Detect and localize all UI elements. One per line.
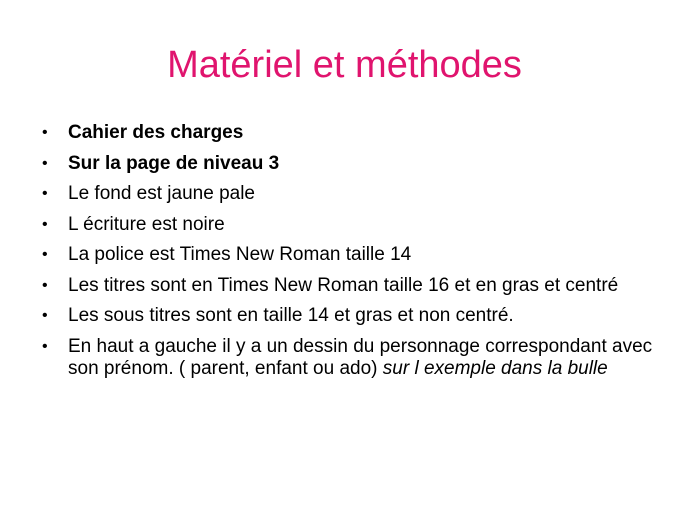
bullet-item-police [38,244,658,266]
bullet-text: Cahier des charges [68,122,244,143]
bullet-italic-note: sur l exemple dans la bulle [382,357,608,379]
bullet-dot-icon: • [42,154,48,172]
bullet-text: Les sous titres sont en taille 14 et gras et non centré. [68,305,514,326]
bullet-text: Sur la page de niveau 3 [68,152,280,174]
bullet-dot-icon: • [42,307,48,324]
slide-title: Matériel et méthodes [167,44,522,86]
bullet-text: L écriture est noire [68,213,225,235]
bullet-text: En haut a gauche il y a un dessin du personnage correspondant avec son prénom. ( parent, enfant ou ado) [68,335,653,379]
bullet-item-niveau [38,153,658,175]
bullet-list [38,122,658,388]
bullet-text: Le fond est jaune pale [68,183,255,204]
bullet-dot-icon: • [42,246,48,263]
bullet-dot-icon: • [42,185,48,202]
bullet-dot-icon: • [42,215,48,233]
bullet-item-fond [38,183,658,205]
bullet-text: Les titres sont en Times New Roman taille 16 et en gras et centré [68,274,619,296]
bullet-dot-icon: • [42,124,48,141]
bullet-item-dessin [38,336,658,380]
bullet-item-ecriture [38,214,658,236]
bullet-item-sous-titres [38,305,658,327]
bullet-text: La police est Times New Roman taille 14 [68,244,412,265]
bullet-item-cahier [38,122,658,144]
bullet-dot-icon: • [42,276,48,294]
bullet-dot-icon: • [42,337,48,355]
bullet-item-titres [38,275,658,297]
